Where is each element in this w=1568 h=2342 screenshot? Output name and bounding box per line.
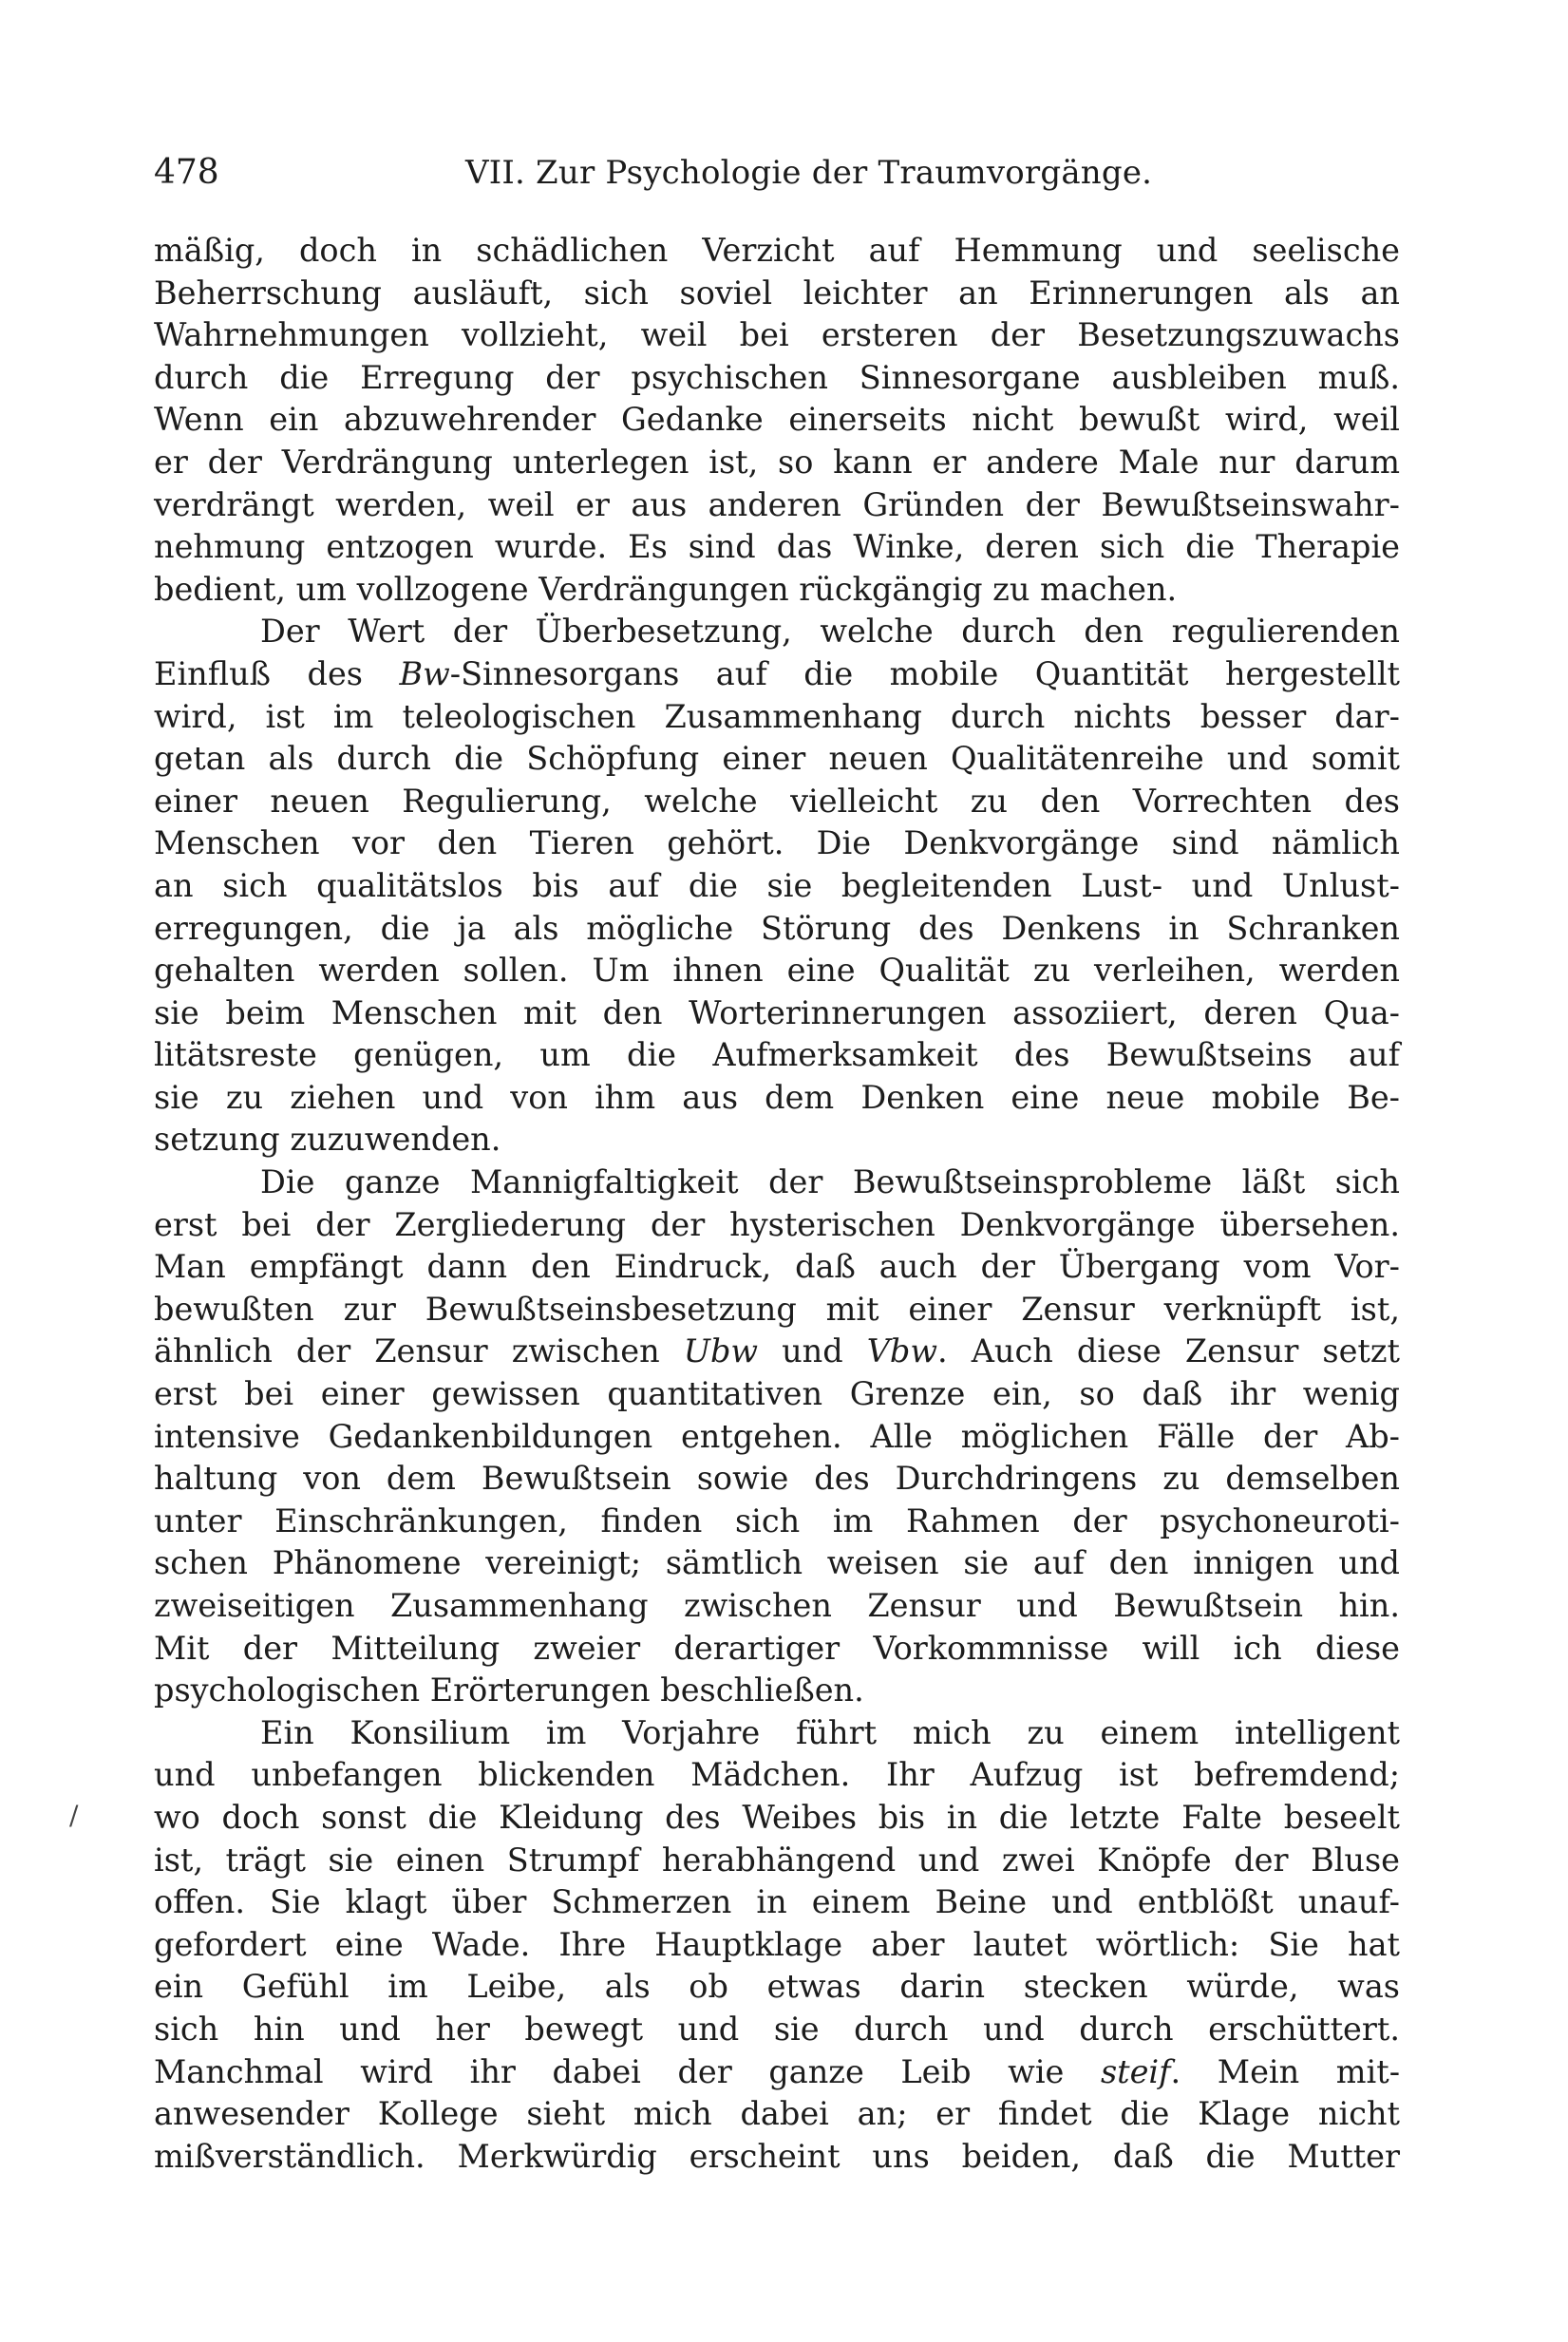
text-line: Ein Konsilium im Vorjahre führt mich zu einem intelligent <box>260 1713 1400 1751</box>
text-line: sie beim Menschen mit den Worterinnerungen assoziiert, deren Qua- <box>154 993 1400 1031</box>
text-line: wird, ist im teleologischen Zusammenhang durch nichts besser dar- <box>154 697 1400 735</box>
paragraph <box>154 611 1400 1162</box>
text-line: erst bei der Zergliederung der hysterischen Denkvorgänge übersehen. <box>154 1205 1400 1243</box>
page-number: 478 <box>154 153 219 192</box>
text-line: zweiseitigen Zusammenhang zwischen Zensur und Bewußtsein hin. <box>154 1587 1400 1624</box>
text-line: durch die Erregung der psychischen Sinnesorgane ausbleiben muß. <box>154 358 1400 396</box>
text-line: Manchmal wird ihr dabei der ganze Leib wie steif. Mein mit- <box>154 2052 1401 2090</box>
text-line: haltung von dem Bewußtsein sowie des Durchdringens zu demselben <box>154 1460 1400 1498</box>
text-line: schen Phänomene vereinigt; sämtlich weisen sie auf den innigen und <box>154 1544 1400 1582</box>
text-line: getan als durch die Schöpfung einer neuen Qualitätenreihe und somit <box>154 740 1400 778</box>
text-line: verdrängt werden, weil er aus anderen Gründen der Bewußtseinswahr- <box>154 485 1400 523</box>
text-line: mißverständlich. Merkwürdig erscheint uns beiden, daß die Mutter <box>154 2137 1400 2175</box>
paragraph <box>154 230 1400 611</box>
text-line: setzung zuzuwenden. <box>154 1121 501 1159</box>
text-line: Menschen vor den Tieren gehört. Die Denkvorgänge sind nämlich <box>154 824 1400 862</box>
text-line: Mit der Mitteilung zweier derartiger Vorkommnisse will ich diese <box>154 1629 1400 1667</box>
text-line: Wenn ein abzuwehrender Gedanke einerseits nicht bewußt wird, weil <box>154 401 1400 439</box>
text-line: Man empfängt dann den Eindruck, daß auch der Übergang vom Vor- <box>154 1248 1400 1286</box>
text-line: unter Einschränkungen, finden sich im Rahmen der psychoneuroti- <box>154 1502 1400 1539</box>
text-line: intensive Gedankenbildungen entgehen. Alle möglichen Fälle der Ab- <box>154 1417 1400 1455</box>
text-line: mäßig, doch in schädlichen Verzicht auf Hemmung und seelische <box>154 232 1400 269</box>
text-line: bedient, um vollzogene Verdrängungen rückgängig zu machen. <box>154 570 1178 608</box>
body-text <box>154 230 1400 2178</box>
text-line: sich hin und her bewegt und sie durch und durch erschüttert. <box>154 2010 1400 2048</box>
text-line: Die ganze Mannigfaltigkeit der Bewußtseinsprobleme läßt sich <box>260 1163 1400 1201</box>
text-line: ist, trägt sie einen Strumpf herabhängend und zwei Knöpfe der Bluse <box>154 1841 1400 1879</box>
paragraph <box>154 1162 1400 1712</box>
text-line: litätsreste genügen, um die Aufmerksamkeit des Bewußtseins auf <box>154 1036 1400 1074</box>
text-line: erregungen, die ja als mögliche Störung des Denkens in Schranken <box>154 909 1400 947</box>
text-line: anwesender Kollege sieht mich dabei an; er findet die Klage nicht <box>154 2095 1400 2133</box>
text-line: psychologischen Erörterungen beschließen. <box>154 1672 864 1709</box>
paragraph <box>154 1712 1400 2179</box>
text-line: nehmung entzogen wurde. Es sind das Winke, deren sich die Therapie <box>154 528 1400 566</box>
text-line: bewußten zur Bewußtseinsbesetzung mit einer Zensur verknüpft ist, <box>154 1290 1400 1328</box>
text-line: an sich qualitätslos bis auf die sie begleitenden Lust- und Unlust- <box>154 866 1400 904</box>
text-line: er der Verdrängung unterlegen ist, so kann er andere Male nur darum <box>154 443 1400 481</box>
text-line: Beherrschung ausläuft, sich soviel leichter an Erinnerungen als an <box>154 274 1400 312</box>
text-line: Wahrnehmungen vollzieht, weil bei ersteren der Besetzungszuwachs <box>154 316 1400 354</box>
text-line: offen. Sie klagt über Schmerzen in einem Beine und entblößt unauf- <box>154 1883 1400 1921</box>
page-header <box>154 152 1398 194</box>
text-line: wo doch sonst die Kleidung des Weibes bis in die letzte Falte beseelt <box>154 1798 1400 1836</box>
running-head: VII. Zur Psychologie der Traumvorgänge. <box>465 154 1153 192</box>
text-line: Einfluß des Bw-Sinnesorgans auf die mobile Quantität hergestellt <box>154 654 1400 692</box>
text-line: sie zu ziehen und von ihm aus dem Denken eine neue mobile Be- <box>154 1078 1400 1116</box>
margin-mark: / <box>69 1800 79 1831</box>
text-line: ein Gefühl im Leibe, als ob etwas darin stecken würde, was <box>154 1968 1400 2006</box>
text-line: erst bei einer gewissen quantitativen Grenze ein, so daß ihr wenig <box>154 1375 1400 1413</box>
text-line: gehalten werden sollen. Um ihnen eine Qualität zu verleihen, werden <box>154 952 1400 990</box>
text-line: gefordert eine Wade. Ihre Hauptklage aber lautet wörtlich: Sie hat <box>154 1925 1400 1963</box>
text-line: ähnlich der Zensur zwischen Ubw und Vbw. Auch diese Zensur setzt <box>154 1332 1400 1370</box>
text-line: Der Wert der Überbesetzung, welche durch den regulierenden <box>260 613 1400 651</box>
text-line: und unbefangen blickenden Mädchen. Ihr Aufzug ist befremdend; <box>154 1756 1400 1794</box>
text-line: einer neuen Regulierung, welche vielleicht zu den Vorrechten des <box>154 782 1400 820</box>
